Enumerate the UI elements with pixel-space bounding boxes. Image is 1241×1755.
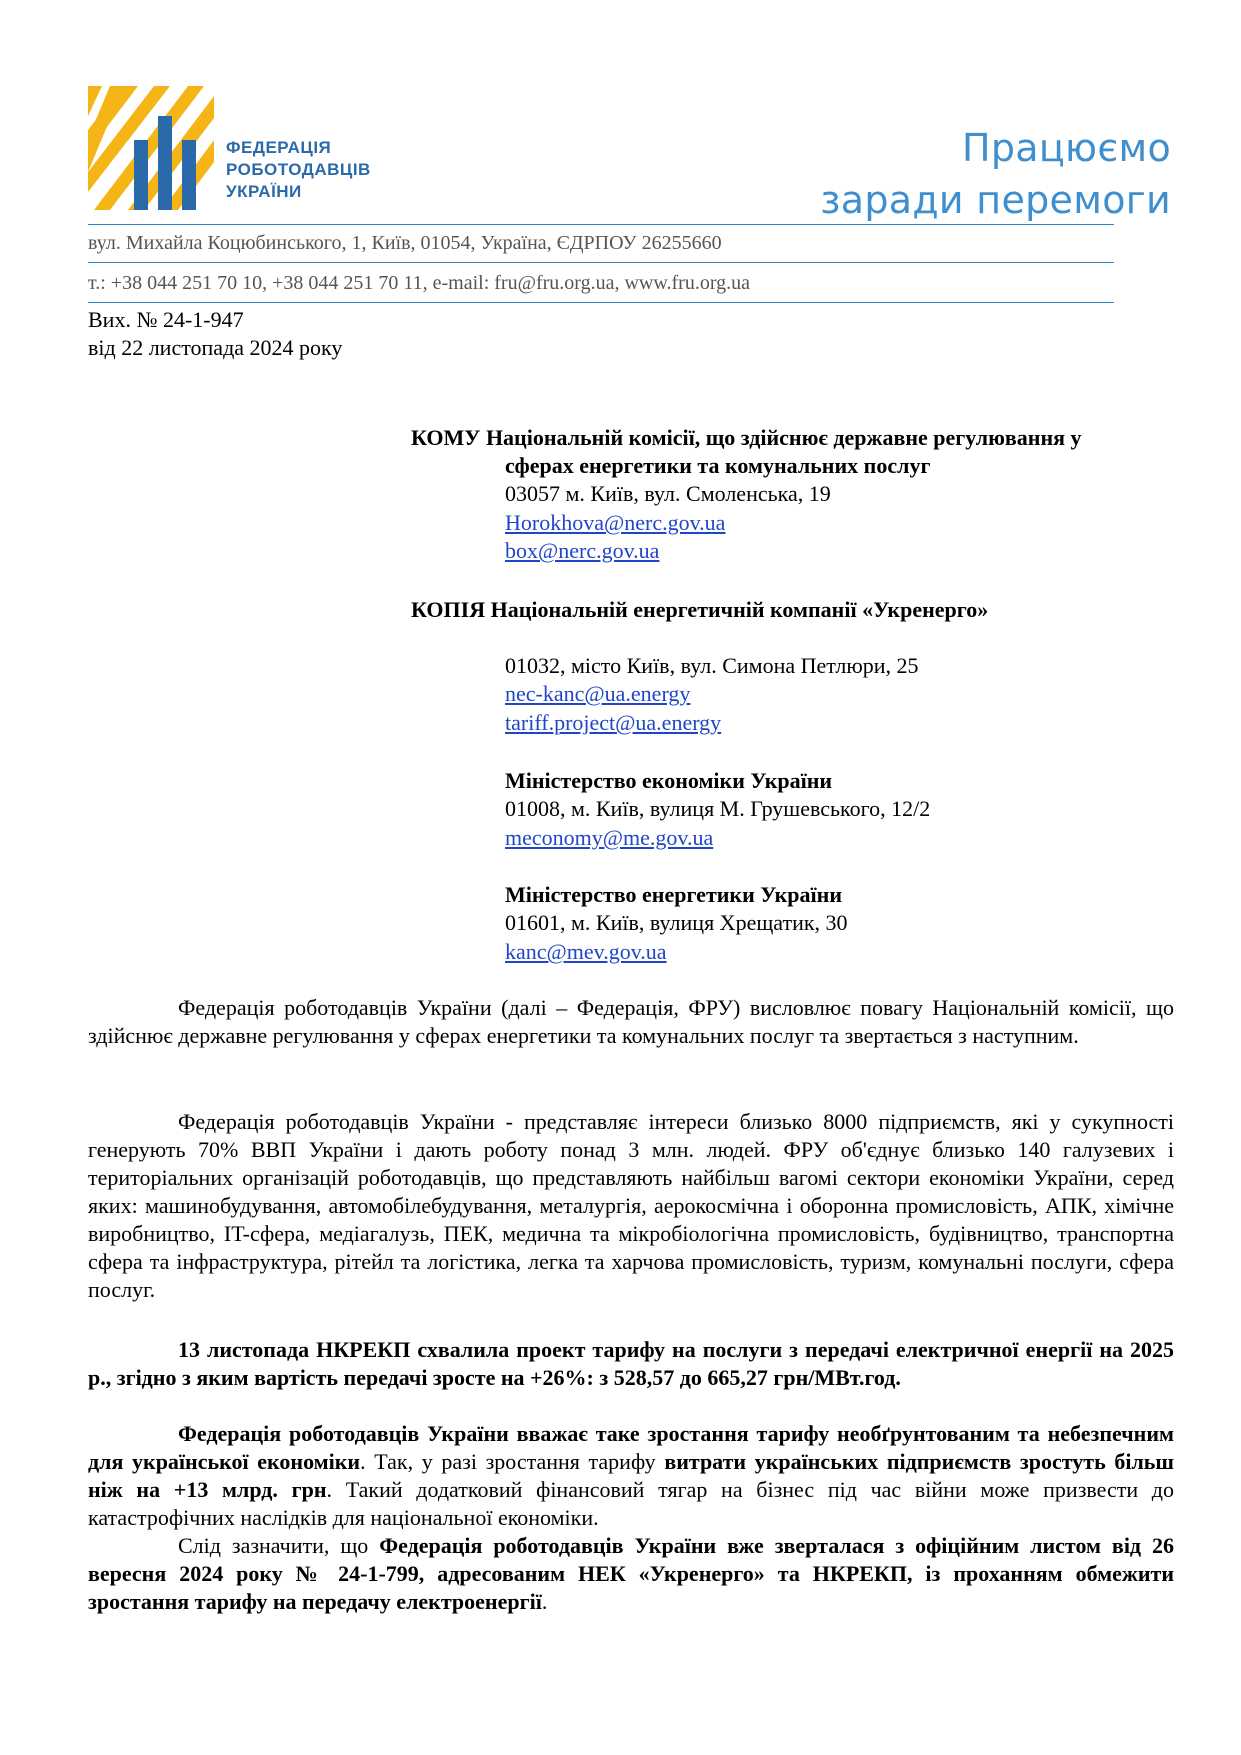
to-address: 03057 м. Київ, вул. Смоленська, 19 [505, 481, 831, 506]
slogan-line-2: заради перемоги [820, 178, 1171, 222]
header-rule-top [88, 224, 1114, 225]
copy-prefix: КОПІЯ [411, 597, 486, 622]
tariff-announcement: 13 листопада НКРЕКП схвалила проект тарифу на послуги з передачі електричної енергії на 2025 р., згідно з яким вартість передачі зросте на +26%: з 528,57 до 665,27 грн/МВт.год. [88, 1337, 1174, 1390]
note-bold-1: Федерація роботодавців України вже зверталася з офіційним листом від 26 вересня 2024 року № 24-1-799, адресованим НЕК «Укренерго» та НКРЕКП, із проханням обмежити зростання тарифу на передачу електроенергії [88, 1533, 1174, 1614]
to-block [411, 424, 1082, 452]
copy-address: 01032, місто Київ, вул. Симона Петлюри, 25 [505, 653, 919, 678]
slogan-line-1: Працюємо [961, 126, 1171, 170]
to-email-1[interactable]: Horokhova@nerc.gov.ua [505, 510, 726, 535]
header-address: вул. Михайла Коцюбинського, 1, Київ, 01054, Україна, ЄДРПОУ 26255660 [88, 232, 722, 254]
ministry-energy-name: Міністерство енергетики України [505, 882, 842, 907]
body-paragraph-3 [88, 1336, 1174, 1392]
ministry-energy-email[interactable]: kanc@mev.gov.ua [505, 939, 667, 964]
to-name-line2: сферах енергетики та комунальних послуг [505, 453, 931, 478]
striped-f-logo-icon [88, 86, 214, 210]
ministry-economy-name: Міністерство економіки України [505, 768, 833, 793]
position-text-1: . Так, у разі зростання тарифу [360, 1449, 665, 1474]
header-contacts: т.: +38 044 251 70 10, +38 044 251 70 11, e-mail: fru@fru.org.ua, www.fru.org.ua [88, 272, 751, 294]
note-text-2: . [541, 1589, 548, 1614]
copy-block [411, 596, 988, 624]
to-email-2[interactable]: box@nerc.gov.ua [505, 538, 660, 563]
position-text-2: . Такий додатковий фінансовий тягар на бізнес під час війни може призвести до катастрофічних наслідків для національної економіки. [88, 1477, 1174, 1530]
body-paragraph-1 [88, 994, 1174, 1050]
header-rule-bottom [88, 302, 1114, 303]
position-bold-1: Федерація роботодавців України вважає таке зростання тарифу необґрунтованим та небезпечним для української економіки [88, 1421, 1174, 1474]
copy-name: Національній енергетичній компанії «Укренерго» [490, 597, 989, 622]
intro-text: Федерація роботодавців України (далі – Федерація, ФРУ) висловлює повагу Національній комісії, що здійснює державне регулювання у сферах енергетики та комунальних послуг та звертається з наступним. [88, 995, 1174, 1048]
outgoing-number: Вих. № 24-1-947 [88, 307, 244, 332]
previous-letter-note [88, 1532, 1174, 1616]
outgoing-date: від 22 листопада 2024 року [88, 335, 343, 360]
header-rule-middle [88, 262, 1114, 263]
logo-line-2: РОБОТОДАВЦІВ [226, 160, 371, 179]
federation-description: Федерація роботодавців України - представляє інтереси близько 8000 підприємств, які у сукупності генерують 70% ВВП України і дають роботу понад 3 млн. людей. ФРУ об'єднує близько 140 галузевих і територіальних організацій роботодавців, що представляють найбільш вагомі сектори економіки України, серед яких: машинобудування, автомобілебудування, металургія, аерокосмічна і оборонна промисловість, АПК, хімічне виробництво, IT-сфера, медіагалузь, ПЕК, медична та мікробіологічна промисловість, будівництво, транспортна сфера та інфраструктура, рітейл та логістика, легка та харчова промисловість, туризм, комунальні послуги, сфера послуг. [88, 1109, 1174, 1302]
body-paragraph-5 [88, 1532, 1174, 1616]
ministry-energy-address: 01601, м. Київ, вулиця Хрещатик, 30 [505, 910, 848, 935]
slogan [820, 122, 1171, 226]
ministry-economy-email[interactable]: meconomy@me.gov.ua [505, 825, 714, 850]
position-bold-2: витрати українських підприємств зростуть більш ніж на +13 млрд. грн [88, 1449, 1175, 1502]
note-text-1: Слід зазначити, що [178, 1533, 380, 1558]
ministry-economy-address: 01008, м. Київ, вулиця М. Грушевського, 12/2 [505, 796, 931, 821]
federation-position [88, 1420, 1174, 1532]
logo-wordmark [226, 137, 371, 203]
body-paragraph-4 [88, 1420, 1174, 1532]
logo-line-3: УКРАЇНИ [226, 182, 302, 201]
copy-email-1[interactable]: nec-kanc@ua.energy [505, 681, 691, 706]
body-paragraph-2 [88, 1108, 1174, 1304]
to-prefix: КОМУ [411, 425, 481, 450]
to-name-line1: Національній комісії, що здійснює державне регулювання у [485, 425, 1082, 450]
logo-line-1: ФЕДЕРАЦІЯ [226, 138, 332, 157]
copy-email-2[interactable]: tariff.project@ua.energy [505, 710, 722, 735]
